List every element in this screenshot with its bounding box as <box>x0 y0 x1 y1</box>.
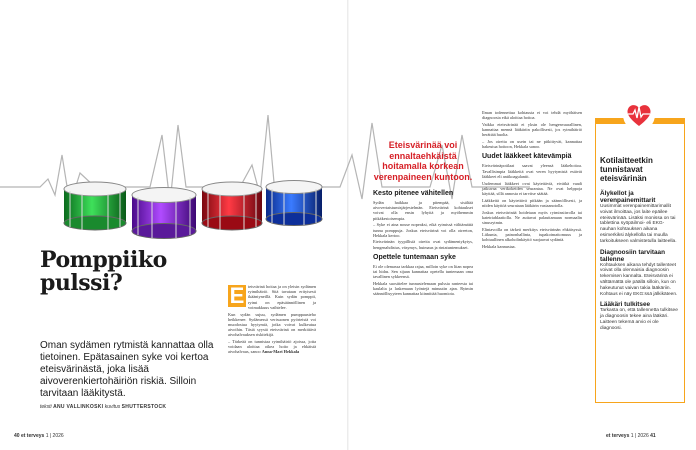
right-magazine-name: et terveys <box>606 433 630 439</box>
col2-paragraph-1: Sydän haikkaa ja pitempää, sisältää aivovertaistumisjärjestelmän. Eteisvärinä kohtaukset voivat olla ensin lyhyitä ja myöhemmin pitkäkestoisempia. <box>373 200 473 221</box>
byline-author: ANU VALLINKOSKI <box>53 404 104 410</box>
red-drum <box>202 182 262 230</box>
sidebar-subheading-2: Diagnoosiin tarvitaan tallenne <box>600 248 665 263</box>
col2-paragraph-4: Ei ole olemassa tarkkaa rajaa, milloin syke on liian nopea tai hidas. Sen sijaan kannattaa opetella tuntemaan oma tavallinen sykkeensä. <box>373 263 473 280</box>
byline-text-label: teksti <box>40 404 52 410</box>
col1-paragraph-3: – Tärkeää on tunnistaa rytmihäiriö ajoissa, jotta voidaan aloittaa oikea hoito ja ehkäistä aivohalvaus, sanoo Anna-Mari Hekkala <box>228 339 316 355</box>
col3-paragraph-8: Elintavoilla on tärkeä merkitys eteisvärinän ehkäisyssä. Liikunta, painonhallinta, tupakoimattomuus ja kohtuullinen alkoholinkäyttö suojaavat sydäntä. <box>482 226 582 243</box>
col3-paragraph-1: Ilman todennettua kohtausta ei voi tehdä myöhäisen diagnoosia eikä aloittaa hoitoa. <box>482 110 582 121</box>
article-byline <box>40 404 215 411</box>
left-page-number: 40 <box>14 433 20 439</box>
article-lead: Oman sydämen rytmistä kannattaa olla tietoinen. Epätasainen syke voi kertoa eteisvärinästä, joka lisää aivoverenkiertohäiriön riskiä. Silloin tarvitaan lääkitystä. <box>40 340 214 399</box>
col3-paragraph-7: Joskus eteisvärinää hoidetaan myös rytminsiirrolla tai katetriablaatiolla. Ne auttavat palauttamaan normaalin sinusrytmin. <box>482 209 582 225</box>
col1-intro: teisvärinä hoitaa ja on yleisin sydämen rytmihäiriö. Sitä tavataan erityisesti ikääntyneillä. Kuin sydän pomppii, rytmi on epäsäännöllinen ja voimakkuus vaihtelee. <box>248 284 316 310</box>
body-column-1 <box>228 284 316 429</box>
col2-paragraph-3: Eteisvärinän tyypillisiä oireita ovat sydämentykytys, hengenahdistus, väsymys, huimaus ja rintatuntemukset. <box>373 239 473 250</box>
page-gutter <box>347 0 349 450</box>
drums-illustration <box>60 175 325 245</box>
byline-illustrator: SHUTTERSTOCK <box>121 404 167 410</box>
sidebar-subheading-3: Lääkäri tulkitsee <box>600 301 651 309</box>
col2-paragraph-2: – Syke ei aina nouse nopeaksi, eikä rytmissä välttämättä tunnu pomppuja. Joskus eteisvärinä voi olla oireeton, Hekkala kertoo. <box>373 222 473 238</box>
heart-ecg-icon <box>622 98 656 132</box>
right-issue: 1 | 2026 <box>630 433 649 439</box>
sidebar-subheading-1: Älykellot ja verenpainemittarit <box>600 190 656 204</box>
col3-paragraph-2: Vaikka eteisvärinää ei yksin ole hengenvaarallinen, kannattaa mennä lääkäriin pakollisesti, jos rytmihäiriö herättää huolta. <box>482 121 582 138</box>
pull-quote: Eteisvärinää voi ennaltaehkäistä hoitamalla korkean verenpaineen kuntoon. <box>373 140 473 182</box>
col3-subheading-1: Uudet lääkkeet kätevämpiä <box>482 153 572 161</box>
sidebar-body <box>600 186 680 332</box>
col3-paragraph-3: – Jos oireita on usein tai ne pitkittyvät, kannattaa hakeutua hoitoon, Hekkala sanoo. <box>482 139 582 150</box>
col3-paragraph-4: Eteisvärinäpotilaat saavat yleensä lääkehoitoa. Tavallisimpia lääkkeitä ovat veren hyytymistä estävät lääkkeet eli antikoagulantit. <box>482 163 582 179</box>
sidebar-paragraph-3: Tarkasta on, että tallennetta tulkitsee ja diagnoosin tekee aina lääkäri. Laitteen tekemä arvio ei ole diagnoosi. <box>600 308 678 331</box>
col1-expert-name: Anna-Mari Hekkala <box>261 349 300 355</box>
col2-subheading-2: Opettele tuntemaan syke <box>373 253 456 261</box>
sidebar-title: Kotilaitteetkin tunnistavat eteisvärinän <box>600 156 653 183</box>
left-magazine-name: et terveys <box>20 433 45 439</box>
purple-drum <box>132 188 196 239</box>
col3-paragraph-5: Uudemmat lääkkeet ovat käytettäviä, eivätkä vaadi jatkuvaa verikokeiden seurantaa. Ne ovat helppoja käyttää, sillä annosta ei tarvitse säätää. <box>482 180 582 196</box>
col1-paragraph-2: Kun sydän sujuu, sydämen pumppausteho heikkenee. Sydämessä verisuonen pyörteistä voi muodostua hyytymiä, jotka voivat kulkeutua aivoihin. Tästä syystä eteisvärinä on merkittävä aivohalvauksen riskitekijä. <box>228 311 316 338</box>
blue-drum <box>266 181 322 226</box>
sidebar-paragraph-1: Uusimmat verenpainemittarimallit voivat ilmoittaa, jos laite epäilee eteisvärinää. Lisäksi monissa on tai tablettina syöpäilmoi- eli EKG-nauhan kohtauksen aikana esimerkiksi älykellolla tai muulla tarkoitukseen valmistetulla laitteella. <box>600 204 677 244</box>
sidebar-box <box>595 118 685 403</box>
right-folio <box>606 433 656 439</box>
body-column-2 <box>373 186 473 431</box>
left-folio <box>14 433 64 439</box>
col3-ending: Hekkala kannustaa. <box>482 243 516 249</box>
body-column-3 <box>482 110 582 430</box>
sidebar-paragraph-2: Kohtauksen aikana tehdyt tallenteet voivat olla olennaisia diagnoosin tekemisen kannalta. Eteisvärinä ei välttämättä ole päällä silloin, kun on hakeutunut vaivan takia lääkäriin. Kohtaus ei näy EKG:ssä jälkikäteen. <box>600 262 678 297</box>
drop-cap: E <box>229 283 245 308</box>
col2-paragraph-5: Hekkala suosittelee tunnustelemaan pulssia ranteesta tai kaulalta ja laskemaan lyöntejä minuutin ajan. Rytmin säännöllisyyteen kannattaa kiinnittää huomiota. <box>373 280 473 297</box>
left-issue: 1 | 2026 <box>45 433 64 439</box>
green-drum <box>64 182 126 230</box>
article-headline: Pomppiiko pulssi? <box>40 247 167 296</box>
byline-photos-label: kuvitus <box>104 404 121 410</box>
col2-subheading-1: Kesto pitenee vähitellen <box>373 190 454 197</box>
col3-paragraph-6: Lääkkeitä on käytettävä pitkään ja säännöllisesti, ja niiden käyttöä seurataan lääkärin vastaanotolla. <box>482 197 582 208</box>
right-page-number: 41 <box>650 433 656 439</box>
